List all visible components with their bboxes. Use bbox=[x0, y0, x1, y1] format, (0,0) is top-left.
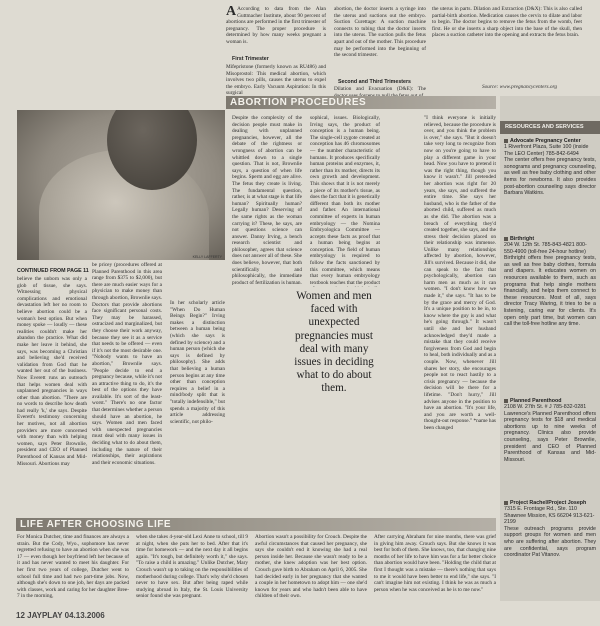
article-col1: believe the unborn was only a glob of tissue, she says. Witnessing physical complications and emotional devastation left her no room to believe abortion could be a woman's best option. But when money spoke — loudly — these realities couldn't make her abandon the practice. What did make her leave it behind, she says, was becoming a Christian and believing she'd received validation from God that he wanted her out of the business. Now Everett runs an outreach that helps women deal with unplanned pregnancies in ways other than abortion. "There are no words to describe how death had really 'k,' she says. Despite Everett's testimony concerning her motives, not all abortion providers are more concerned with money than with helping women, says Peter Brownlie, president and CEO of Planned Parenthood of Kansas and Mid-Missouri. Abortions may bbox=[17, 276, 87, 467]
bottom-col2: when she takes 4-year-old Lexi Anne to school, till 9 at night, when she puts her to bed. After that it's time for homework — and the next day it all begins again. "It's tough, but definitely worth it," she says. "To raise a child is amazing." Unlike Dutcher, Mary Crouch wasn't up to taking on the responsibilities of motherhood during college. That's why she'd chosen never to have sex. But after being raped while studying abroad in Italy, the St. Louis University senior found she was pregnant. bbox=[136, 534, 248, 600]
resource-address: 2108 W. 27th St. # J 785-832-0281 bbox=[504, 404, 587, 410]
bottom-col1: For Monica Dutcher, time and finances are always a strain. But the Cody, Wyo., sophomore has never regretted refusing to have an abortion when she was 17 — even though her boyfriend left her because of it and has never wanted to meet his daughter. For her first two years of college, Dutcher went to school full time and had two part-time jobs. Now, although she's down to one job, her days are packed with classes, work and caring for her daughter Bree-7 in the morning, bbox=[17, 534, 129, 600]
pull-quote: Women and men faced with unexpected pregnancies must deal with many issues in deciding what to do about them. bbox=[294, 290, 374, 395]
procedures-col3: the uterus in parts. Dilation and Extraction (D&X): This is also called partial-birth abortion. Medication causes the cervix to dilate and labor to begin. The doctor begins to remove the fetus from the womb, feet first. He or she inserts a sharp object into the base of the skull, then places a suction catheter into the opening and extracts the fetus brain. bbox=[432, 6, 582, 39]
resource-address: 1 Riverfront Plaza, Suite 100 (inside The LEO Center) 785-842-6494 bbox=[504, 144, 589, 157]
resource-text: Lawrence's Planned Parenthood offers pregnancy tests for $18 and medical abortions up to nine weeks of pregnancy. Clinics also provide counseling, says Peter Brownlie, president and CEO of Planned Parenthood of Kansas and Mid-Missouri. bbox=[504, 410, 596, 463]
bullet-icon bbox=[504, 501, 508, 505]
second-third-trimester-heading: Second and Third Trimesters bbox=[338, 79, 411, 85]
section-band-abortion-procedures: ABORTION PROCEDURES bbox=[226, 96, 496, 109]
article-col6: "I think everyone is initially relieved, because the procedure is over, and you think the problem is over," she says. "But it doesn't take very long to recognize from now on you're going to have to play a different game in your head. Now you have to pretend it was the right thing, though you know it wasn't." Jill pretended her abortion was right for 20 years, she says, and suffered the entire time. She says her husband, who is the father of the aborted child, suffered as much as she did. The abortion was a breach of everything they'd created together, she says, and the stress their decision placed on their relationship was immense. Unlike many relationships affected by abortion, however, Jill's survived. Because it did, she can speak to the fact that psychologically, abortion can harm men as much as it can women. "I don't know how we made it," she says. "It has to be by the grace and mercy of God. It's a unique position to be in, to know where the guy is and what he's going through." It wasn't until she and her husband acknowledged they'd made a mistake that they could receive forgiveness from God and begin to heal, both individually and as a couple. Now, whenever Jill shares her story, she encourages people not to react hastily to a crisis pregnancy — because the decision will be there for a lifetime. "Don't hurry," Jill advises anyone in the position to have an abortion. "It's your life, and you are worth a well-thought-out response." *name has been changed bbox=[424, 115, 496, 431]
bullet-icon bbox=[504, 237, 508, 241]
resource-text: These outreach programs provide support groups for women and men who are suffering after abortion. They are confidential, says program coordinator Pat Vitanov. bbox=[504, 525, 596, 559]
procedures-col2: abortion, the doctor inserts a syringe into the uterus and suctions out the embryo. Suction Curettage: A suction machine connects to tubing that the doctor inserts into the uterus. The suction pulls the fetus apart and out of the mother. This procedure may be performed into the beginning of the second trimester. bbox=[334, 6, 426, 59]
resource-head: Advocate Pregnancy Center bbox=[510, 138, 581, 144]
resource-head: Planned Parenthood bbox=[510, 398, 562, 404]
bottom-col3: Abortion wasn't a possibility for Crouch. Despite the awful circumstances that caused her pregnancy, she says she couldn't end it knowing she had a real person inside her. Because she wasn't ready to be a mother, she knew adoption was her best option. Crouch gave birth to Abraham on April 6, 2005. She had decided early in her pregnancy that she wanted a couple in her hometown to adopt him — one she'd known for years and who hadn't been able to have children of their own. bbox=[255, 534, 367, 600]
article-col3-bottom: In her scholarly article "When Do Human Beings Begin?" Irving makes a distinction between a human being (which she says is defined by science) and a human person (which she says is defined by philosophy). She adds that believing a human person begins at any time other than conception requires a belief in a mind/body split that is "totally indefensible," but spends a majority of this article addressing scientific, not philo- bbox=[170, 300, 225, 425]
resource-item-project-rachel bbox=[504, 500, 596, 559]
bottom-col4: After carrying Abraham for nine months, there was grief in giving him away. Crouch says. But she knows it was best for both of them. She knows, too, that changing nine months of her life to have him was for a far better choice than abortion would have been. "Holding the child that at first I thought was a mistake — there's nothing that says to me it would have been better to end life," she says. "I can't imagine him not existing. I think he was as much a person when he was conceived as he is to me now." bbox=[374, 534, 496, 593]
first-trimester-text: Mifepristone (formerly known as RU486) and Misoprostol: This medical abortion, which involves two pills, causes the uterus to expel the embryo. Early Vacuum Aspiration: In this surgical bbox=[226, 64, 326, 97]
resource-item-advocate bbox=[504, 138, 596, 197]
article-col2: be pricey (procedures offered at Planned Parenthood in this area range from $375 to $2,000), but there are much easier ways for a physician to make money than through abortion, Brownlie says. Doctors that provide abortions face significant personal costs. They may be harassed, ostracized and marginalized, but they choose their work anyway, because they see it as a service that needs to be offered — even if it's not the most desirable one. "Nobody wants to have an abortion," Brownlie says. "People decide to end a pregnancy because, while it's not an attractive thing to do, it's the best of the options they have available. It's sort of the least-worst." There's no one factor that determines whether a person should have an abortion, he says. Women and men faced with unexpected pregnancies must deal with many issues in deciding what to do about them, including the nature of their relationships, their aspirations and their economic situations. bbox=[92, 262, 162, 466]
resource-address: 204 W. 12th St. 785-843-4821 800-550-4900 (toll-free 24-hour hotline) bbox=[504, 242, 587, 255]
source-credit: Source: www.pregnancycenters.org bbox=[482, 84, 558, 90]
intro-paragraph: A According to data from the Alan Guttmacher Institute, about 90 percent of abortions are performed in the first trimester of pregnancy. The proper procedure is determined by how many weeks pregnant a woman is. bbox=[226, 4, 326, 45]
article-col4-continued bbox=[235, 300, 287, 513]
photo-credit: KELLY LAFFERTY bbox=[192, 255, 222, 259]
woman-photo bbox=[17, 110, 225, 260]
resource-head: Birthright bbox=[510, 236, 535, 242]
bullet-icon bbox=[504, 139, 508, 143]
sidebar-title: RESOURCES AND SERVICES bbox=[500, 121, 600, 134]
resource-item-birthright bbox=[504, 236, 596, 328]
resource-item-planned-parenthood bbox=[504, 398, 596, 463]
first-trimester-heading: First Trimester bbox=[232, 56, 269, 62]
second-third-trimester-text: Dilation and Evacuation (D&E): The bbox=[334, 86, 426, 92]
bullet-icon bbox=[504, 399, 508, 403]
resource-text: The center offers free pregnancy tests, sonograms and pregnancy counseling, as well as free baby clothing and other items for newborns. It also provides post-abortion counseling says director Barbara Watkins. bbox=[504, 157, 596, 197]
resource-text: Birthright offers free pregnancy tests, as well as free baby clothes, formula and diapers. It educates women on resources available to them, such as programs that help single mothers financially, and helps them connect to these resources. Most of all, says director Tracy Waring, it tries to be a listening, caring ear for clients. It's open only part time, but women can call the toll-free hotline any time. bbox=[504, 255, 596, 328]
continued-from: CONTINUED FROM PAGE 11 bbox=[17, 268, 89, 274]
section-band-life-after-choosing-life: LIFE AFTER CHOOSING LIFE bbox=[16, 518, 496, 531]
article-col4: sophical, issues. Biologically, Irving says, the product of conception is a human being. The single-cell zygote created at conception has 46 chromosomes — the number characteristic of humans. It produces specifically human proteins and enzymes, it, rather than its mother, directs its own growth and development. This shows that it is not merely a piece of its mother's tissue, as does the fact that it is genetically different than both its mother and father. An international committee of experts in human embryology — the Nomina Embryologica Committee — accepts these facts as proof that a human being begins at conception. The field of human embryology is required to follow the facts sanctioned by this committee, which means that every human embryology textbook teaches that the product bbox=[310, 115, 380, 286]
page-footer: 12 JAYPLAY 04.13.2006 bbox=[16, 611, 105, 620]
drop-cap: A bbox=[226, 4, 237, 19]
article-col3-top: Despite the complexity of the decision people must make in dealing with unplanned pregnancies, however, all the debate of the rightness or wrongness of abortion can be whittled down to a single question. That is not, Brownlie says, a question of when life begins. Sperm and egg are alive. The fetus they create is living. The fundamental question, rather, is at what stage is that life human? Spiritually human? Legally human? Deserving of the same rights as the woman carrying it? These, he says, are not questions science can answer. Danny Irving, a bench research scientist and philosopher, agrees that science does not answer all of these. She does believe, however, that both scientifically and philosophically, the immediate product of fertilization is human. bbox=[232, 115, 302, 286]
article-col5-lower bbox=[380, 288, 420, 513]
resource-address: 7315 E. Frontage Rd., Ste. 110 Shawnee Mission, KS 66204 913-621-2199 bbox=[504, 506, 595, 526]
resource-head: Project Rachel/Project Joseph bbox=[510, 500, 587, 506]
